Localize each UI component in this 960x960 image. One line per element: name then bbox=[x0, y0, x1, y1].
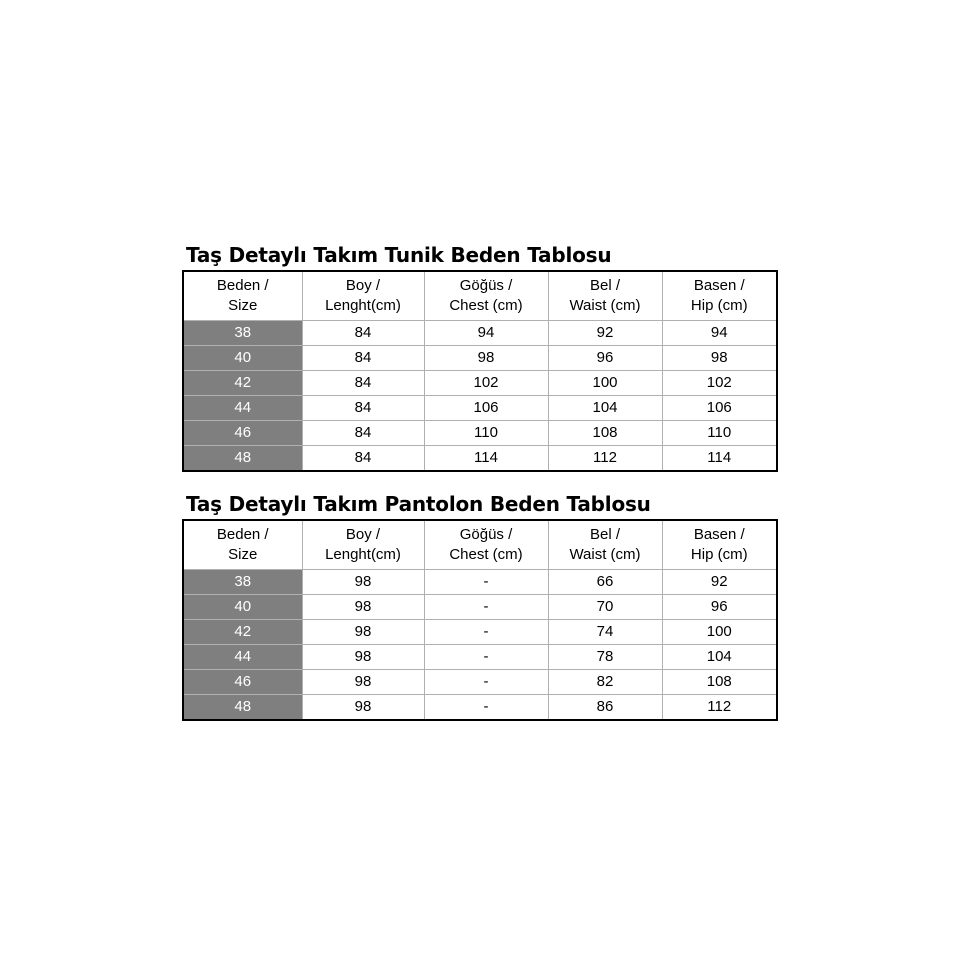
hip-cell: 112 bbox=[707, 698, 732, 715]
table-row bbox=[183, 645, 777, 670]
table-row bbox=[183, 446, 777, 472]
table-row bbox=[183, 670, 777, 695]
pantolon-size-table bbox=[182, 519, 778, 721]
hip-cell: 100 bbox=[662, 620, 777, 645]
length-header-line: Lenght(cm) bbox=[325, 546, 401, 563]
chest-cell: 98 bbox=[424, 346, 548, 371]
size-cell: 38 bbox=[183, 570, 302, 595]
table-row bbox=[183, 595, 777, 620]
length-header bbox=[302, 520, 424, 570]
chest-header-line: Göğüs / bbox=[459, 526, 513, 543]
size-header-line: Beden / bbox=[216, 277, 269, 294]
size-cell: 42 bbox=[183, 371, 302, 396]
hip-cell: 94 bbox=[662, 321, 777, 346]
waist-header bbox=[548, 271, 662, 321]
length-header bbox=[302, 271, 424, 321]
size-cell: 44 bbox=[183, 396, 302, 421]
hip-cell: 110 bbox=[662, 421, 777, 446]
size-header bbox=[183, 271, 302, 321]
hip-cell: 92 bbox=[662, 570, 777, 595]
size-cell: 48 bbox=[183, 695, 302, 721]
tunik-table-title: Taş Detaylı Takım Tunik Beden Tablosu bbox=[186, 243, 612, 267]
table-header-row bbox=[183, 271, 777, 321]
hip-cell: 106 bbox=[662, 396, 777, 421]
waist-header bbox=[548, 520, 662, 570]
chest-cell: - bbox=[424, 670, 548, 695]
waist-cell: 78 bbox=[548, 645, 662, 670]
size-header-line: Beden / bbox=[216, 526, 269, 543]
waist-cell: 74 bbox=[548, 620, 662, 645]
chest-cell: - bbox=[424, 695, 548, 721]
chest-header bbox=[424, 271, 548, 321]
length-cell: 98 bbox=[302, 595, 424, 620]
size-cell: 42 bbox=[183, 620, 302, 645]
length-cell: 84 bbox=[302, 346, 424, 371]
pantolon-size-table-block bbox=[182, 492, 778, 721]
table-row bbox=[183, 570, 777, 595]
chest-cell: 106 bbox=[424, 396, 548, 421]
chest-header-line: Chest (cm) bbox=[449, 297, 523, 314]
length-header-line: Boy / bbox=[345, 526, 381, 543]
size-cell: 46 bbox=[183, 670, 302, 695]
length-cell: 84 bbox=[302, 321, 424, 346]
hip-header-line: Basen / bbox=[693, 526, 745, 543]
chest-cell: - bbox=[424, 645, 548, 670]
length-cell: 98 bbox=[302, 620, 424, 645]
hip-header-line: Basen / bbox=[693, 277, 745, 294]
waist-cell: 70 bbox=[548, 595, 662, 620]
hip-cell: 104 bbox=[662, 645, 777, 670]
table-row bbox=[183, 346, 777, 371]
chest-cell: - bbox=[424, 570, 548, 595]
waist-cell: 100 bbox=[548, 371, 662, 396]
waist-cell: 108 bbox=[548, 421, 662, 446]
table-row bbox=[183, 620, 777, 645]
length-cell: 98 bbox=[302, 670, 424, 695]
length-cell: 98 bbox=[302, 645, 424, 670]
size-header-line: Size bbox=[228, 546, 258, 563]
length-cell: 84 bbox=[302, 446, 424, 472]
length-header-line: Boy / bbox=[345, 277, 381, 294]
waist-header-line: Bel / bbox=[589, 526, 620, 543]
table-row bbox=[183, 321, 777, 346]
chest-header bbox=[424, 520, 548, 570]
length-cell: 98 bbox=[302, 570, 424, 595]
waist-cell: 96 bbox=[548, 346, 662, 371]
waist-cell: 66 bbox=[548, 570, 662, 595]
chest-cell: 114 bbox=[424, 446, 548, 472]
hip-header-line: Hip (cm) bbox=[690, 546, 748, 563]
size-cell: 44 bbox=[183, 645, 302, 670]
chest-header-line: Göğüs / bbox=[459, 277, 513, 294]
chest-header-line: Chest (cm) bbox=[449, 546, 523, 563]
size-header bbox=[183, 520, 302, 570]
table-row bbox=[183, 396, 777, 421]
waist-cell: 82 bbox=[548, 670, 662, 695]
waist-cell: 104 bbox=[548, 396, 662, 421]
hip-header bbox=[662, 520, 777, 570]
hip-cell: 96 bbox=[662, 595, 777, 620]
hip-cell: 114 bbox=[707, 449, 732, 466]
length-cell: 98 bbox=[302, 695, 424, 721]
tunik-size-table bbox=[182, 270, 778, 472]
waist-header-line: Waist (cm) bbox=[569, 297, 641, 314]
table-header-row bbox=[183, 520, 777, 570]
length-cell: 84 bbox=[302, 371, 424, 396]
waist-header-line: Waist (cm) bbox=[569, 546, 641, 563]
size-cell: 46 bbox=[183, 421, 302, 446]
waist-header-line: Bel / bbox=[589, 277, 620, 294]
chest-cell: 110 bbox=[424, 421, 548, 446]
table-row bbox=[183, 695, 777, 721]
table-row bbox=[183, 371, 777, 396]
size-cell: 38 bbox=[183, 321, 302, 346]
hip-header bbox=[662, 271, 777, 321]
size-cell: 48 bbox=[183, 446, 302, 472]
size-cell: 40 bbox=[183, 346, 302, 371]
hip-cell: 98 bbox=[662, 346, 777, 371]
length-header-line: Lenght(cm) bbox=[325, 297, 401, 314]
waist-cell: 86 bbox=[548, 695, 662, 721]
size-header-line: Size bbox=[228, 297, 258, 314]
chest-cell: - bbox=[424, 620, 548, 645]
pantolon-table-title: Taş Detaylı Takım Pantolon Beden Tablosu bbox=[186, 492, 651, 516]
table-row bbox=[183, 421, 777, 446]
size-cell: 40 bbox=[183, 595, 302, 620]
tunik-size-table-block bbox=[182, 243, 778, 472]
length-cell: 84 bbox=[302, 396, 424, 421]
waist-cell: 112 bbox=[548, 446, 662, 472]
hip-header-line: Hip (cm) bbox=[690, 297, 748, 314]
waist-cell: 92 bbox=[548, 321, 662, 346]
hip-cell: 108 bbox=[662, 670, 777, 695]
chest-cell: 102 bbox=[424, 371, 548, 396]
hip-cell: 102 bbox=[662, 371, 777, 396]
chest-cell: - bbox=[424, 595, 548, 620]
chest-cell: 94 bbox=[424, 321, 548, 346]
length-cell: 84 bbox=[302, 421, 424, 446]
